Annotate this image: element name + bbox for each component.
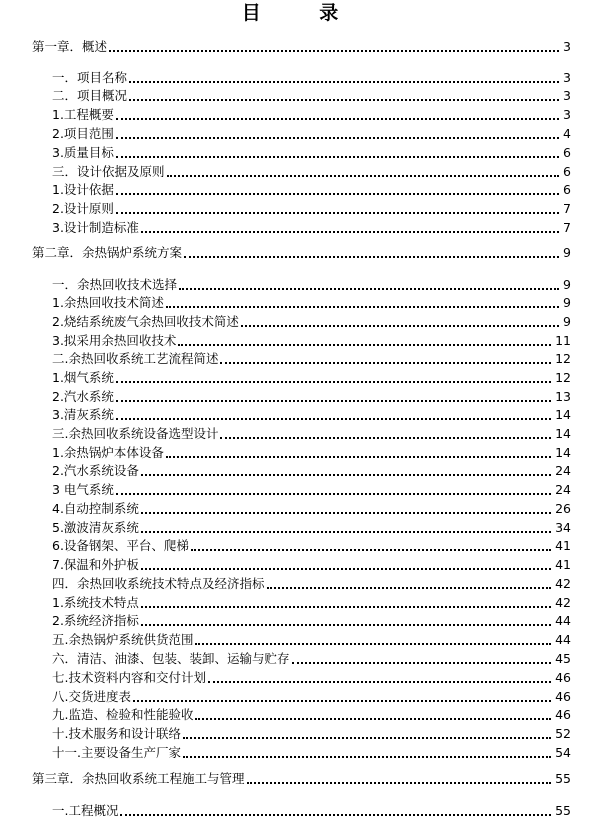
dot-leader — [267, 587, 552, 589]
toc-entry-page-number: 52 — [555, 726, 571, 741]
dot-leader — [120, 814, 551, 816]
toc-entry-label: 第一章．概述 — [32, 39, 108, 54]
toc-entry-label: 2.烧结系统废气余热回收技术简述 — [52, 314, 239, 329]
toc-entry[interactable] — [52, 498, 571, 517]
dot-leader — [179, 288, 559, 290]
toc-entry[interactable] — [32, 242, 571, 261]
dot-leader — [195, 643, 551, 645]
dot-leader — [129, 99, 559, 101]
toc-entry-label: 二．项目概况 — [52, 88, 128, 103]
toc-entry[interactable] — [52, 535, 571, 554]
toc-entry-page-number: 6 — [563, 182, 571, 197]
dot-leader — [167, 175, 560, 177]
toc-entry-label: 1.烟气系统 — [52, 370, 114, 385]
dot-leader — [116, 381, 551, 383]
dot-leader — [220, 437, 551, 439]
toc-entry-label: 4.自动控制系统 — [52, 501, 139, 516]
toc-entry-label: 三．设计依据及原则 — [52, 164, 165, 179]
toc-entry-page-number: 6 — [563, 145, 571, 160]
toc-entry[interactable] — [52, 404, 571, 423]
toc-entry-page-number: 13 — [555, 389, 571, 404]
toc-entry[interactable] — [52, 554, 571, 573]
toc-entry[interactable] — [52, 367, 571, 386]
dot-leader — [241, 325, 559, 327]
toc-entry-label: 八.交货进度表 — [52, 689, 131, 704]
toc-entry-label: 2.汽水系统设备 — [52, 463, 139, 478]
toc-entry-page-number: 4 — [563, 126, 571, 141]
dot-leader — [141, 474, 551, 476]
dot-leader — [184, 256, 559, 258]
dot-leader — [116, 137, 559, 139]
toc-entry-label: 3.清灰系统 — [52, 407, 114, 422]
toc-entry-page-number: 9 — [563, 277, 571, 292]
dot-leader — [116, 193, 559, 195]
toc-entry-page-number: 9 — [563, 245, 571, 260]
toc-entry-page-number: 7 — [563, 201, 571, 216]
toc-entry[interactable] — [52, 104, 571, 123]
toc-entry[interactable] — [52, 442, 571, 461]
toc-entry[interactable] — [52, 423, 571, 442]
toc-entry[interactable] — [52, 198, 571, 217]
toc-entry[interactable] — [32, 768, 571, 787]
dot-leader — [133, 700, 551, 702]
toc-entry-label: 2.设计原则 — [52, 201, 114, 216]
toc-entry-page-number: 6 — [563, 164, 571, 179]
toc-entry[interactable] — [32, 36, 571, 55]
toc-entry-page-number: 42 — [555, 595, 571, 610]
toc-entry-page-number: 11 — [555, 333, 571, 348]
dot-leader — [116, 118, 559, 120]
toc-entry-label: 2.项目范围 — [52, 126, 114, 141]
dot-leader — [141, 624, 551, 626]
toc-entry-page-number: 12 — [555, 351, 571, 366]
toc-entry[interactable] — [52, 311, 571, 330]
toc-entry-label: 一．项目名称 — [52, 70, 128, 85]
dot-leader — [141, 606, 551, 608]
toc-entry-page-number: 55 — [555, 771, 571, 786]
dot-leader — [141, 512, 551, 514]
toc-entry-label: 3.质量目标 — [52, 145, 114, 160]
toc-entry-page-number: 12 — [555, 370, 571, 385]
toc-entry-label: 7.保温和外护板 — [52, 557, 139, 572]
dot-leader — [195, 718, 551, 720]
dot-leader — [116, 400, 551, 402]
toc-entry-label: 第三章．余热回收系统工程施工与管理 — [32, 771, 245, 786]
toc-entry-label: 3.设计制造标准 — [52, 220, 139, 235]
toc-entry-page-number: 3 — [563, 70, 571, 85]
toc-entry[interactable] — [52, 742, 571, 761]
toc-entry-page-number: 46 — [555, 689, 571, 704]
dot-leader — [220, 362, 551, 364]
dot-leader — [141, 568, 551, 570]
toc-entry-label: 5.激波清灰系统 — [52, 520, 139, 535]
toc-entry-page-number: 45 — [555, 651, 571, 666]
toc-entry[interactable] — [52, 330, 571, 349]
toc-entry-label: 2.系统经济指标 — [52, 613, 139, 628]
toc-entry[interactable] — [52, 348, 571, 367]
dot-leader — [191, 549, 551, 551]
toc-entry-page-number: 41 — [555, 538, 571, 553]
toc-entry-page-number: 3 — [563, 107, 571, 122]
toc-entry-label: 六．清洁、油漆、包装、装卸、运输与贮存 — [52, 651, 290, 666]
toc-entry-label: 五.余热锅炉系统供货范围 — [52, 632, 194, 647]
toc-entry-page-number: 9 — [563, 314, 571, 329]
toc-entry[interactable] — [52, 161, 571, 180]
dot-leader — [178, 344, 551, 346]
toc-entry-page-number: 44 — [555, 613, 571, 628]
toc-entry[interactable] — [52, 123, 571, 142]
toc-entry[interactable] — [52, 479, 571, 498]
toc-entry-page-number: 46 — [555, 707, 571, 722]
toc-entry-label: 二.余热回收系统工艺流程简述 — [52, 351, 219, 366]
toc-entry-page-number: 9 — [563, 295, 571, 310]
toc-entry-label: 2.汽水系统 — [52, 389, 114, 404]
toc-entry-label: 十一.主要设备生产厂家 — [52, 745, 181, 760]
dot-leader — [166, 456, 551, 458]
toc-entry-page-number: 24 — [555, 482, 571, 497]
toc-entry[interactable] — [52, 386, 571, 405]
toc-entry-page-number: 41 — [555, 557, 571, 572]
dot-leader — [141, 231, 559, 233]
toc-entry[interactable] — [52, 704, 571, 723]
dot-leader — [116, 418, 551, 420]
toc-entry-label: 1.余热锅炉本体设备 — [52, 445, 164, 460]
dot-leader — [116, 212, 559, 214]
dot-leader — [208, 681, 551, 683]
toc-entry-label: 1.余热回收技术简述 — [52, 295, 164, 310]
toc-entry-page-number: 3 — [563, 39, 571, 54]
toc-entry-page-number: 46 — [555, 670, 571, 685]
toc-entry-label: 3 电气系统 — [52, 482, 114, 497]
toc-entry-label: 1.工程概要 — [52, 107, 114, 122]
toc-entry-page-number: 42 — [555, 576, 571, 591]
toc-entry-page-number: 14 — [555, 426, 571, 441]
toc-entry[interactable] — [52, 800, 571, 819]
dot-leader — [116, 156, 559, 158]
toc-entry[interactable] — [52, 573, 571, 592]
toc-entry-label: 1.系统技术特点 — [52, 595, 139, 610]
toc-entry[interactable] — [52, 629, 571, 648]
toc-entry-label: 四．余热回收系统技术特点及经济指标 — [52, 576, 265, 591]
dot-leader — [141, 531, 551, 533]
toc-entry-label: 一.工程概况 — [52, 803, 119, 818]
toc-entry-page-number: 14 — [555, 407, 571, 422]
toc-entry-page-number: 24 — [555, 463, 571, 478]
toc-entry-label: 九.监造、检验和性能验收 — [52, 707, 194, 722]
toc-entry[interactable] — [52, 610, 571, 629]
toc-entry[interactable] — [52, 517, 571, 536]
toc-entry[interactable] — [52, 179, 571, 198]
toc-entry[interactable] — [52, 592, 571, 611]
dot-leader — [183, 737, 551, 739]
toc-entry-label: 3.拟采用余热回收技术 — [52, 333, 177, 348]
dot-leader — [116, 493, 551, 495]
toc-entry[interactable] — [52, 67, 571, 86]
toc-entry-label: 三.余热回收系统设备选型设计 — [52, 426, 219, 441]
toc-entry[interactable] — [52, 723, 571, 742]
toc-entry[interactable] — [52, 648, 571, 667]
toc-entry[interactable] — [52, 274, 571, 293]
toc-entry-label: 七.技术资料内容和交付计划 — [52, 670, 206, 685]
toc-entry-page-number: 3 — [563, 88, 571, 103]
toc-entry-label: 第二章．余热锅炉系统方案 — [32, 245, 183, 260]
toc-entry-page-number: 54 — [555, 745, 571, 760]
toc-entry[interactable] — [52, 667, 571, 686]
toc-entry-page-number: 55 — [555, 803, 571, 818]
dot-leader — [129, 81, 559, 83]
toc-entry[interactable] — [52, 142, 571, 161]
dot-leader — [166, 306, 559, 308]
toc-entry-page-number: 26 — [555, 501, 571, 516]
dot-leader — [109, 50, 559, 52]
toc-entry-label: 一．余热回收技术选择 — [52, 277, 178, 292]
dot-leader — [247, 782, 552, 784]
dot-leader — [292, 662, 552, 664]
toc-entry-label: 1.设计依据 — [52, 182, 114, 197]
dot-leader — [183, 756, 551, 758]
toc-entry-label: 十.技术服务和设计联络 — [52, 726, 181, 741]
page-title: 目 录 — [241, 2, 365, 24]
toc-entry-label: 6.设备钢架、平台、爬梯 — [52, 538, 189, 553]
toc-entry[interactable] — [52, 85, 571, 104]
toc-entry-page-number: 7 — [563, 220, 571, 235]
toc-entry-page-number: 14 — [555, 445, 571, 460]
toc-entry[interactable] — [52, 460, 571, 479]
toc-entry-page-number: 34 — [555, 520, 571, 535]
toc-entry[interactable] — [52, 686, 571, 705]
toc-entry[interactable] — [52, 292, 571, 311]
toc-entry-page-number: 44 — [555, 632, 571, 647]
toc-entry[interactable] — [52, 217, 571, 236]
